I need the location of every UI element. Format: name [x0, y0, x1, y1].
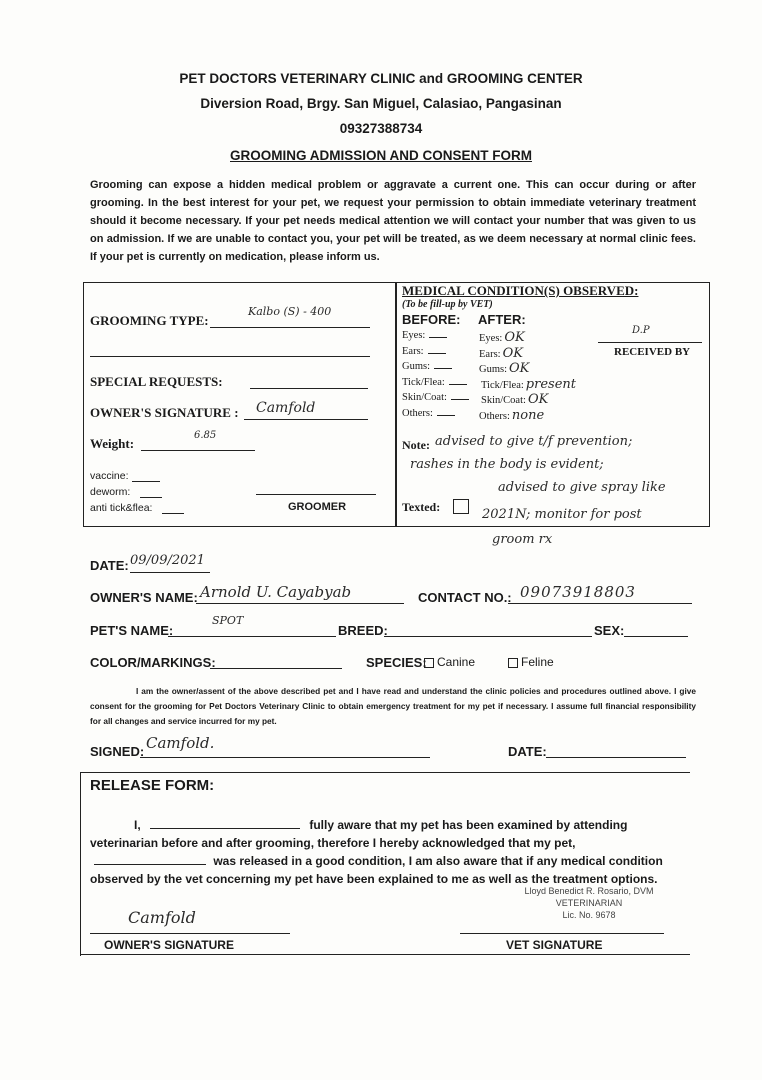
species-label: SPECIES: [366, 655, 427, 670]
feline-option[interactable] [508, 655, 554, 669]
signed-label: SIGNED: [90, 744, 145, 759]
feline-checkbox[interactable] [508, 658, 518, 668]
after-item [479, 408, 544, 423]
after-item [481, 377, 576, 392]
after-label: AFTER: [478, 312, 526, 327]
before-item-label: Ears: [402, 345, 424, 357]
weight-value[interactable]: 6.85 [194, 430, 217, 441]
after-item-value[interactable]: OK [504, 330, 525, 345]
release-owner-sig-value[interactable]: Camfold [128, 908, 196, 927]
stamp-line-3: Lic. No. 9678 [562, 910, 616, 920]
signed-date-label: DATE: [508, 744, 547, 759]
medical-title: MEDICAL CONDITION(S) OBSERVED: [402, 283, 639, 298]
canine-label: Canine [437, 655, 476, 669]
before-item-blank[interactable] [429, 337, 447, 338]
feline-label: Feline [521, 655, 554, 669]
clinic-name: PET DOCTORS VETERINARY CLINIC and GROOMING CENTER [179, 71, 583, 86]
owner-name-value[interactable]: Arnold U. Cayabyab [200, 583, 352, 601]
after-item-label: Skin/Coat: [481, 395, 526, 406]
clinic-address: Diversion Road, Brgy. San Miguel, Calasiao, Pangasinan [200, 96, 562, 111]
grooming-type-label: GROOMING TYPE: [90, 313, 209, 328]
before-item-blank[interactable] [437, 415, 455, 416]
weight-label: Weight: [90, 436, 135, 451]
before-item [402, 392, 469, 403]
clinic-phone: 09327388734 [339, 121, 423, 136]
texted-checkbox[interactable] [453, 499, 469, 514]
grooming-type-value[interactable]: Kalbo (S) - 400 [248, 305, 332, 318]
release-title: RELEASE FORM: [90, 777, 215, 794]
anti-tick-label: anti tick&flea: [90, 502, 153, 514]
before-item-blank[interactable] [449, 384, 467, 385]
after-item-value[interactable]: OK [502, 345, 523, 361]
vaccine-label: vaccine: [90, 470, 129, 482]
vet-stamp [504, 885, 674, 921]
before-item-label: Eyes: [402, 330, 426, 341]
pet-name-label: PET'S NAME: [90, 623, 174, 638]
note-line-2: rashes in the body is evident; [410, 457, 604, 472]
sex-label: SEX: [594, 623, 625, 638]
after-item-label: Gums: [479, 364, 508, 375]
pet-name-value[interactable]: SPOT [212, 614, 244, 627]
stamp-line-2: VETERINARIAN [555, 898, 623, 908]
release-paragraph [90, 816, 688, 888]
intro-paragraph: Grooming can expose a hidden medical problem or aggravate a current one. This can occur during or after grooming. In the best interest for your pet, we request your permission to obtain immediate veterinary treatment should it become necessary. If your pet needs medical attention we will contact your number that was given to us on admission. If we are unable to contact you, your pet will be treated, as we deem necessary at normal clinic fees. If your pet is currently on medication, please inform us. [90, 179, 696, 263]
before-item-label: Gums: [402, 361, 431, 372]
release-owner-sig-label: OWNER'S SIGNATURE [104, 938, 234, 952]
before-item [402, 408, 455, 419]
note-line-3: advised to give spray like [498, 480, 666, 495]
before-item-blank[interactable] [434, 368, 452, 369]
release-owner-blank[interactable] [150, 817, 300, 829]
consent-paragraph: I am the owner/assent of the above described pet and I have read and understand the clinic policies and procedures outlined above. I give consent for the grooming for Pet Doctors Veterinary Clinic to obtain emergency treatment for my pet if necessary. I assume full financial responsibility for all changes and service incurred for my pet. [90, 686, 696, 726]
form-title: GROOMING ADMISSION AND CONSENT FORM [230, 148, 532, 163]
after-item-label: Eyes: [479, 333, 503, 344]
before-item-label: Skin/Coat: [402, 392, 447, 403]
color-markings-label: COLOR/MARKINGS: [90, 655, 216, 670]
release-pet-blank[interactable] [94, 853, 206, 865]
owner-signature-value[interactable]: Camfold [256, 400, 316, 416]
note-line-1: advised to give t/f prevention; [435, 434, 633, 449]
vet-sig-label: VET SIGNATURE [506, 938, 603, 952]
received-by-label: RECEIVED BY [614, 346, 691, 358]
note-line-4: 2021N; monitor for post [482, 507, 642, 522]
deworm-label: deworm: [90, 486, 131, 498]
stamp-line-1: Lloyd Benedict R. Rosario, DVM [524, 886, 654, 896]
received-by-value: D.P [632, 325, 650, 336]
note-line-5: groom rx [492, 532, 553, 547]
contact-label: CONTACT NO.: [418, 590, 512, 605]
owner-signature-label: OWNER'S SIGNATURE : [90, 405, 239, 420]
before-item-label: Tick/Flea: [402, 376, 445, 388]
owner-name-label: OWNER'S NAME: [90, 590, 198, 605]
after-item [479, 361, 529, 376]
after-item-label: Ears: [479, 348, 501, 360]
release-text-3: was released in a good condition, I am also aware that if any medical condition observed by the vet concerning my pet have been explained to me as well as the treatment options. [90, 854, 663, 886]
date-label: DATE: [90, 558, 129, 573]
after-item-value[interactable]: none [511, 407, 545, 423]
before-item [402, 330, 447, 341]
medical-subtitle: (To be fill-up by VET) [402, 299, 493, 310]
before-item [402, 377, 467, 388]
before-item-blank[interactable] [451, 399, 469, 400]
after-item [481, 392, 548, 407]
before-item [402, 346, 446, 357]
after-item [479, 346, 523, 361]
after-item-value[interactable]: present [525, 376, 576, 392]
before-item [402, 361, 452, 372]
signed-value[interactable]: Camfold. [146, 734, 215, 752]
canine-checkbox[interactable] [424, 658, 434, 668]
release-text-2: fully aware that my pet has been examined by attending veterinarian before and after grooming, therefore I hereby acknowledged that my pet, [90, 818, 628, 850]
before-item-label: Others: [402, 407, 433, 419]
after-item-label: Others: [479, 410, 510, 422]
release-text-1: I, [134, 818, 141, 832]
after-item-value[interactable]: OK [527, 392, 549, 407]
canine-option[interactable] [424, 655, 475, 669]
before-item-blank[interactable] [428, 353, 446, 354]
after-item [479, 330, 525, 345]
note-label: Note: [402, 438, 430, 452]
special-requests-label: SPECIAL REQUESTS: [90, 374, 223, 389]
texted-label: Texted: [402, 500, 441, 514]
after-item-value[interactable]: OK [509, 361, 530, 376]
breed-label: BREED: [338, 623, 388, 638]
after-item-label: Tick/Flea: [481, 379, 524, 391]
groomer-label: GROOMER [288, 501, 347, 513]
before-label: BEFORE: [402, 312, 461, 327]
date-value[interactable]: 09/09/2021 [130, 553, 205, 568]
contact-value[interactable]: 09073918803 [520, 583, 636, 601]
